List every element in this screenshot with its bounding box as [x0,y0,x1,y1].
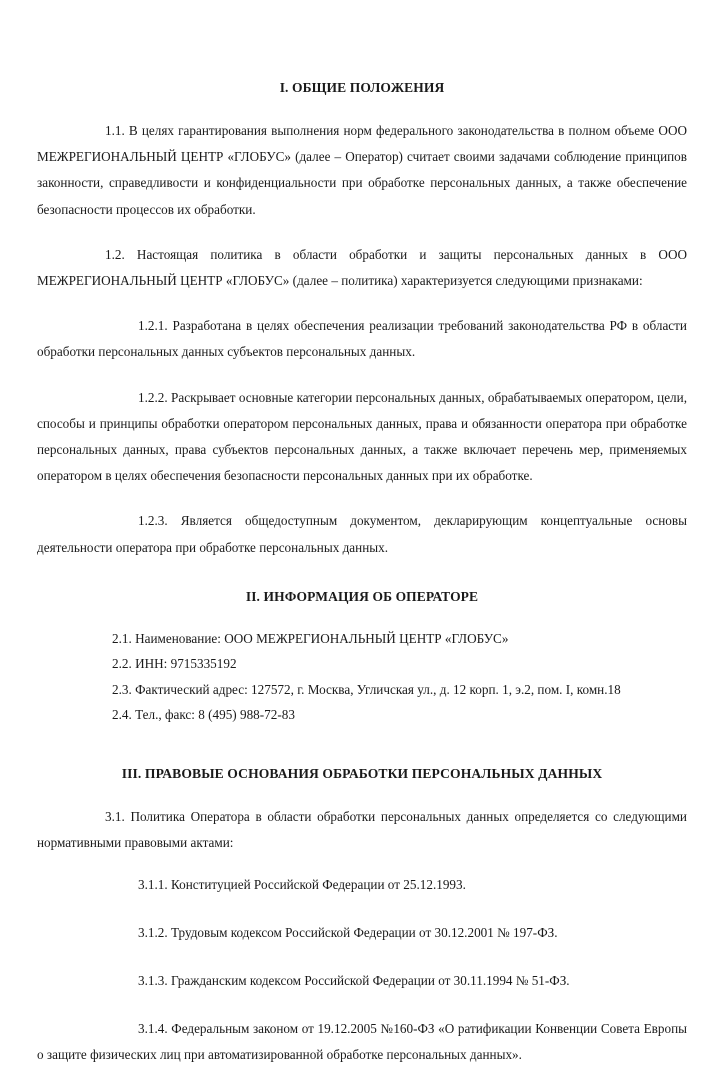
legal-basis-item-civil-code: 3.1.3. Гражданским кодексом Российской Федерации от 30.11.1994 № 51-ФЗ. [138,973,570,989]
paragraph-1-2-2: 1.2.2. Раскрывает основные категории персональных данных, обрабатываемых оператором, цели, способы и принципы обработки оператором персональных данных, права и обязанности оператора при обработке персональных данных, права субъектов персональных данных, а также включает перечень мер, применяемых оператором в целях обеспечения безопасности персональных данных при их обработке. [37,389,687,484]
operator-info-phone: 2.4. Тел., факс: 8 (495) 988-72-83 [112,707,295,723]
paragraph-3-1: 3.1. Политика Оператора в области обработки персональных данных определяется со следующими нормативными правовыми актами: [37,808,687,851]
legal-basis-item-labour-code: 3.1.2. Трудовым кодексом Российской Федерации от 30.12.2001 № 197-ФЗ. [138,925,558,941]
spacer [37,907,687,920]
spacer [37,859,687,872]
operator-info-name: 2.1. Наименование: ООО МЕЖРЕГИОНАЛЬНЫЙ ЦЕНТР «ГЛОБУС» [112,630,509,646]
operator-info-address: 2.3. Фактический адрес: 127572, г. Москва, Угличская ул., д. 12 корп. 1, э.2, пом. I, комн.18 [112,681,621,697]
document-body [37,78,687,1077]
section-heading-legal-basis: III. ПРАВОВЫЕ ОСНОВАНИЯ ОБРАБОТКИ ПЕРСОНАЛЬНЫХ ДАННЫХ [121,765,603,781]
operator-info-inn: 2.2. ИНН: 9715335192 [112,656,237,672]
spacer [37,1003,687,1016]
legal-basis-item-federal-law-160: 3.1.4. Федеральным законом от 19.12.2005 №160-ФЗ «О ратификации Конвенции Совета Европы о защите физических лиц при автоматизированной обработке персональных данных». [37,1021,687,1063]
paragraph-1-1: 1.1. В целях гарантирования выполнения норм федерального законодательства в полном объеме ООО МЕЖРЕГИОНАЛЬНЫЙ ЦЕНТР «ГЛОБУС» (далее – Оператор) считает своими задачами соблюдение принципов законности, справедливости и конфиденциальности при обработке персональных данных, а также обеспечение безопасности процессов их обработки. [37,123,687,217]
paragraph-1-2-3: 1.2.3. Является общедоступным документом, декларирующим концептуальные основы деятельности оператора при обработке персональных данных. [37,513,687,555]
section-heading-general-provisions: I. ОБЩИЕ ПОЛОЖЕНИЯ [279,80,445,95]
legal-basis-item-constitution: 3.1.1. Конституцией Российской Федерации от 25.12.1993. [138,877,466,893]
paragraph-1-2-1: 1.2.1. Разработана в целях обеспечения реализации требований законодательства РФ в области обработки персональных данных субъектов персональных данных. [37,318,687,360]
paragraph-1-2: 1.2. Настоящая политика в области обработки и защиты персональных данных в ООО МЕЖРЕГИОНАЛЬНЫЙ ЦЕНТР «ГЛОБУС» (далее – политика) характеризуется следующими признаками: [37,246,687,289]
section-heading-operator-information: II. ИНФОРМАЦИЯ ОБ ОПЕРАТОРЕ [245,588,479,604]
spacer [37,955,687,968]
